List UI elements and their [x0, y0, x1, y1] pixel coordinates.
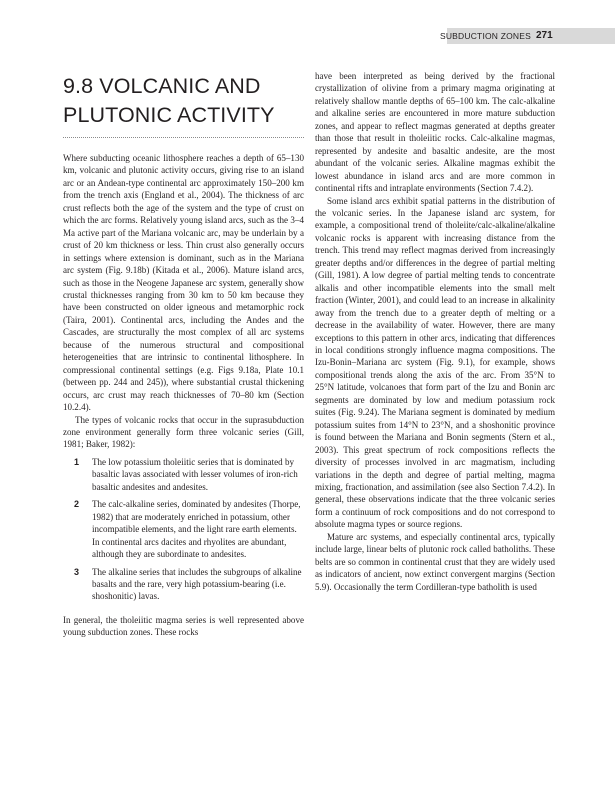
- list-item-number: 3: [74, 566, 80, 577]
- right-paragraph-3: Mature arc systems, and especially continental arcs, typically include large, linear belts of plutonic rock called batholiths. These belts are so common in continental crust that they are widely used as indicators of ancient, now extinct convergent margins (Section 5.9). Occasionally the term Cordilleran-type batholith is used: [315, 531, 555, 592]
- left-paragraph-1: Where subducting oceanic lithosphere reaches a depth of 65–130 km, volcanic and plutonic activity occurs, giving rise to an island arc or an Andean-type continental arc approximately 150–200 km from the trench axis (England et al., 2004). The thickness of arc crust reflects both the age of the system and the type of crust on which the arc forms. Relatively young island arcs, such as the 3–4 Ma active part of the Mariana volcanic arc, may be underlain by a crust of 20 km thickness or less. Thin crust also generally occurs in settings where extension is dominant, such as in the Mariana arc system (Fig. 9.18b) (Kitada et al., 2006). Mature island arcs, such as those in the Neogene Japanese arc system, generally show crustal thicknesses ranging from 30 km to 50 km because they have been constructed on older igneous and metamorphic rock (Taira, 2001). Continental arcs, including the Andes and the Cascades, are structurally the most complex of all arc systems because of the numerous structural and compositional heterogeneities that are intrinsic to continental lithosphere. In compressional continental settings (e.g. Figs 9.18a, Plate 10.1 (between pp. 244 and 245)), where substantial crustal thickening occurs, arc crust may reach thicknesses of 70–80 km (Section 10.2.4).: [63, 153, 304, 413]
- left-paragraph-3: In general, the tholeiitic magma series is well represented above young subduction zones. These rocks: [63, 614, 304, 638]
- list-item-text: The low potassium tholeiitic series that is dominated by basaltic lavas associated with lesser volumes of iron-rich basaltic andesites and andesites.: [92, 456, 298, 492]
- left-paragraph-2: The types of volcanic rocks that occur in the suprasubduction zone environment generally form three volcanic series (Gill, 1981; Baker, 1982):: [63, 414, 304, 450]
- page-number: 271: [536, 30, 553, 41]
- list-item-number: 1: [74, 456, 80, 467]
- list-item-text: The alkaline series that includes the subgroups of alkaline basalts and the rare, very high potassium-bearing (i.e. shoshonitic) lavas.: [92, 566, 302, 602]
- list-item-text: The calc-alkaline series, dominated by andesites (Thorpe, 1982) that are moderately enriched in potassium, other incompatible elements, and the light rare earth elements. In continental arcs dacites and rhyolites are abundant, although they are subordinate to andesites.: [92, 499, 301, 560]
- list-item: [63, 498, 304, 560]
- list-item-number: 2: [74, 499, 80, 510]
- section-title: 9.8 VOLCANIC AND PLUTONIC ACTIVITY: [63, 74, 275, 127]
- left-column: [63, 152, 304, 639]
- title-divider: [63, 137, 304, 138]
- volcanic-series-list: [63, 456, 304, 603]
- list-item: [63, 566, 304, 603]
- right-paragraph-2: Some island arcs exhibit spatial patterns in the distribution of the volcanic series. In the Japanese island arc system, for example, a compositional trend of tholeiite/calc-alkaline/alkaline volcanic rocks is apparent with increasing distance from the trench. This trend may reflect magmas derived from increasingly greater depths and/or differences in the degree of partial melting (Gill, 1981). A low degree of partial melting tends to concentrate alkalis and other incompatible elements into the small melt fraction (Winter, 2001), and could lead to an increase in alkalinity away from the trench due to a greater depth of melting or a decrease in the availability of water. However, there are many exceptions to this pattern in other arcs, indicating that differences in local conditions strongly influence magma compositions. The Izu-Bonin–Mariana arc system (Fig. 9.1), for example, shows compositional trends along the axis of the arc. From 35°N to 25°N latitude, volcanoes that form part of the Izu and Bonin arc segments are dominated by low and medium potassium rock suites (Fig. 9.24). The Mariana segment is dominated by medium potassium suites from 14°N to 23°N, and a shoshonitic province is found between the Mariana and Bonin segments (Stern et al., 2003). This great spectrum of rock compositions reflects the diversity of processes involved in arc magmatism, including variations in the depth and degree of partial melting, magma mixing, fractionation, and assimilation (see also Section 7.4.2). In general, these observations indicate that the three volcanic series form a continuum of rock compositions and do not correspond to absolute magma types or source regions.: [315, 195, 555, 530]
- right-paragraph-1: have been interpreted as being derived by the fractional crystallization of olivine from a primary magma originating at relatively shallow mantle depths of 65–100 km. The calc-alkaline and alkaline series are encountered in more mature subduction zones, and appear to reflect magmas generated at depths greater than those that result in tholeiitic rocks. Calc-alkaline magmas, represented by andesite and basaltic andesite, are the most abundant of the volcanic series. Alkaline magmas exhibit the lowest abundance in island arcs and are more common in continental rifts and intraplate environments (Section 7.4.2).: [315, 71, 555, 194]
- right-column: [315, 70, 555, 593]
- list-item: [63, 456, 304, 493]
- running-head: SUBDUCTION ZONES: [439, 31, 531, 41]
